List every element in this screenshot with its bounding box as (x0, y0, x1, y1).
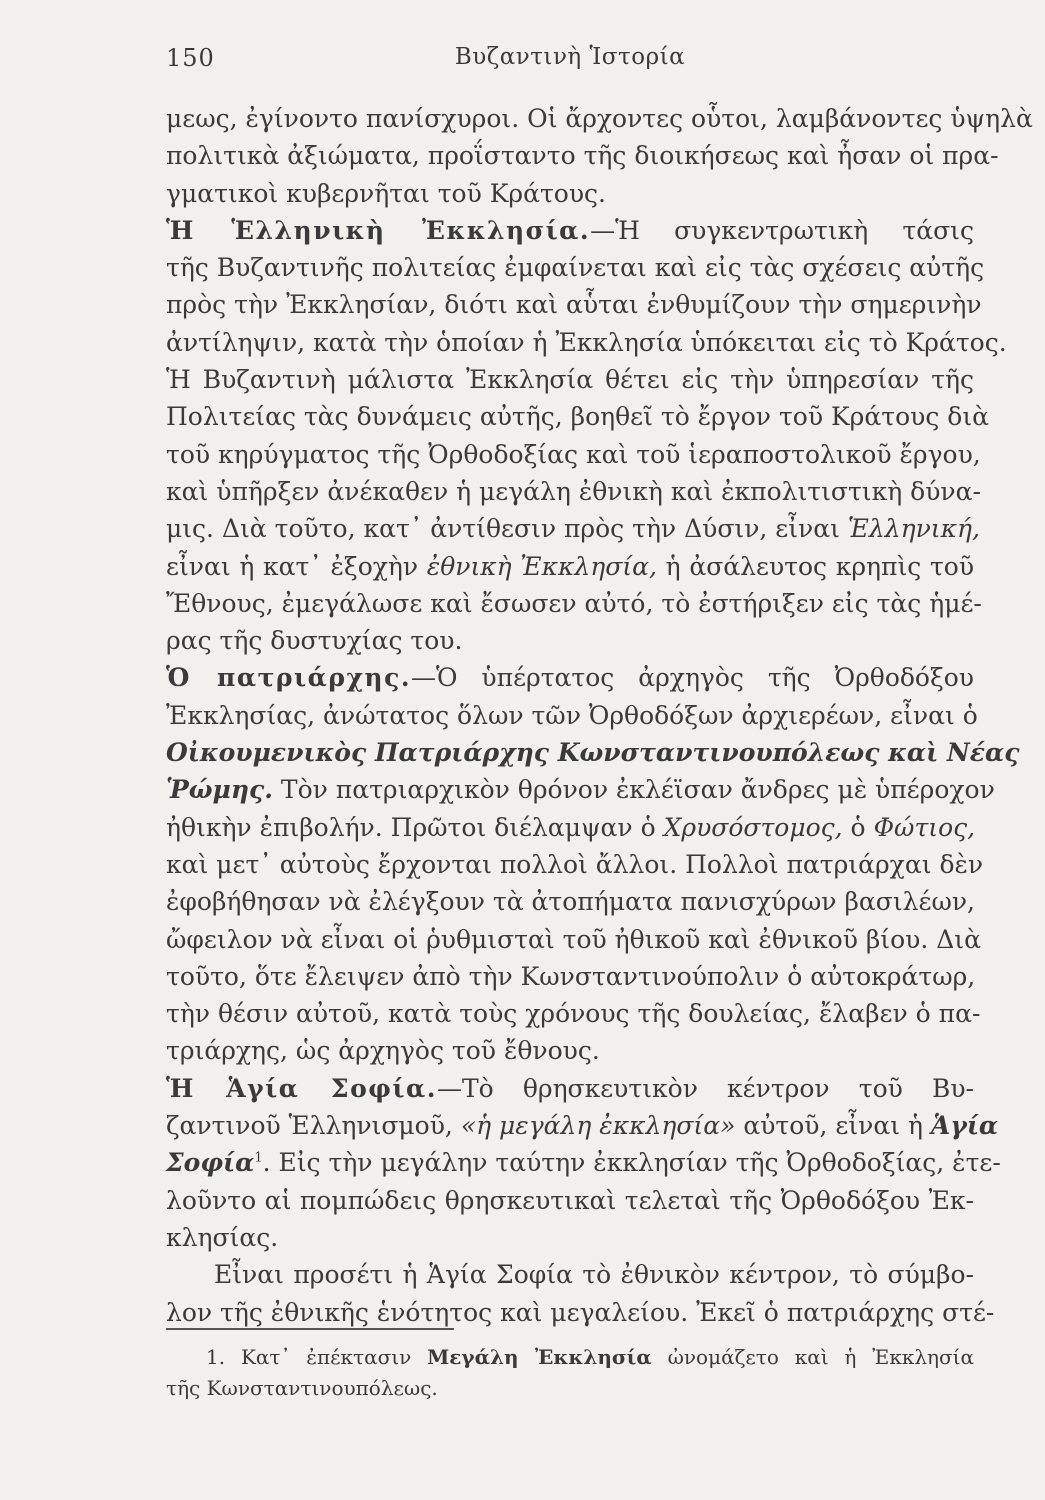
footnote-bold-term: Μεγάλη Ἐκκλησία (427, 1345, 652, 1369)
text-line: ρας τῆς δυστυχίας του. (166, 626, 463, 656)
text-line: τοῦτο, ὅτε ἔλειψεν ἀπὸ τὴν Κωνσταντινούπολιν ὁ αὐτοκράτωρ, (166, 961, 976, 991)
text-line (166, 510, 980, 547)
text-span: ἡ ἀσάλευτος κρηπὶς τοῦ (665, 551, 975, 581)
body-text (166, 100, 1033, 1331)
section-heading-line (166, 659, 974, 696)
section-heading-patriarch: Ὁ πατριάρχης. (166, 663, 412, 693)
text-span: εἶναι ἡ κατ᾿ ἐξοχὴν (166, 551, 419, 581)
footnote-line (166, 1342, 974, 1373)
footnote-rule (166, 1328, 454, 1330)
section-heading-church: Ἡ Ἑλληνικὴ Ἐκκλησία. (166, 215, 591, 245)
italic-name: Χρυσόστομος, (663, 812, 843, 842)
text-line: Ἔθνους, ἐμεγάλωσε καὶ ἔσωσεν αὐτό, τὸ ἐστήριξεν εἰς τὰς ἡμέ- (166, 588, 982, 618)
text-line: μεως, ἐγίνοντο πανίσχυροι. Οἱ ἄρχοντες οὗτοι, λαμβάνοντες ὑψηλὰ (166, 104, 1033, 133)
text-line: λοῦντο αἱ πομπώδεις θρησκευτικαὶ τελεταὶ τῆς Ὀρθοδόξου Ἐκ- (166, 1185, 974, 1215)
page-header (166, 44, 974, 84)
text-span: —Ἡ συγκεντρωτικὴ τάσις (590, 215, 974, 245)
text-line (166, 1144, 1001, 1181)
footnote (166, 1342, 974, 1404)
italic-term: ἐθνικὴ Ἐκκλησία, (426, 551, 657, 581)
text-line: καὶ ὑπῆρξεν ἀνέκαθεν ἡ μεγάλη ἐθνικὴ καὶ ἐκπολιτιστικὴ δύνα- (166, 476, 981, 506)
text-line (166, 1107, 999, 1144)
text-line: τὴν θέσιν αὐτοῦ, κατὰ τοὺς χρόνους τῆς δουλείας, ἔλαβεν ὁ πα- (166, 999, 981, 1029)
footnote-marker: 1. (206, 1345, 226, 1369)
text-line: καὶ μετ᾿ αὐτοὺς ἔρχονται πολλοὶ ἄλλοι. Πολλοὶ πατριάρχαι δὲν (166, 849, 984, 879)
text-line: πρὸς τὴν Ἐκκλησίαν, διότι καὶ αὗται ἐνθυμίζουν τὴν σημερινὴν (166, 290, 982, 320)
text-line (166, 734, 1020, 771)
text-line: ἀντίληψιν, κατὰ τὴν ὁποίαν ἡ Ἐκκλησία ὑπόκειται εἰς τὸ Κράτος. (166, 327, 1007, 357)
text-span: ἠθικὴν ἐπιβολήν. Πρῶτοι διέλαμψαν ὁ (166, 812, 656, 842)
text-span: —Τὸ θρησκευτικὸν κέντρον τοῦ Βυ- (436, 1073, 975, 1103)
text-span: —Ὁ ὑπέρτατος ἀρχηγὸς τῆς Ὀρθοδόξου (411, 663, 974, 693)
text-line: Εἶναι προσέτι ἡ Ἁγία Σοφία τὸ ἐθνικὸν κέντρον, τὸ σύμβο- (214, 1260, 974, 1290)
italic-quote: «ἡ μεγάλη ἐκκλησία» (460, 1111, 736, 1141)
text-line: ἐφοβήθησαν νὰ ἐλέγξουν τὰ ἀτοπήματα πανισχύρων βασιλέων, (166, 887, 975, 917)
text-span: ὁ (850, 812, 866, 842)
bold-italic-title: Ῥώμης. (166, 775, 273, 805)
text-line: τριάρχης, ὡς ἀρχηγὸς τοῦ ἔθνους. (166, 1036, 600, 1066)
italic-name: Φώτιος, (873, 812, 976, 842)
text-line: λον τῆς ἐθνικῆς ἑνότητος καὶ μεγαλείου. Ἐκεῖ ὁ πατριάρχης στέ- (166, 1297, 995, 1327)
text-line (166, 548, 974, 585)
text-line: Πολιτείας τὰς δυνάμεις αὐτῆς, βοηθεῖ τὸ ἔργον τοῦ Κράτους διὰ (166, 402, 989, 432)
bold-italic-title: Ἁγία (930, 1111, 999, 1141)
text-line: γματικοὶ κυβερνῆται τοῦ Κράτους. (166, 178, 607, 208)
text-span: Κατ᾿ ἐπέκτασιν (240, 1345, 412, 1369)
text-line: τοῦ κηρύγματος τῆς Ὀρθοδοξίας καὶ τοῦ ἱεραποστολικοῦ ἔργου, (166, 439, 981, 469)
text-line: Ἡ Βυζαντινὴ μάλιστα Ἐκκλησία θέτει εἰς τὴν ὑπηρεσίαν τῆς (166, 365, 974, 395)
section-heading-line (166, 1070, 974, 1107)
section-heading-hagia-sophia: Ἡ Ἁγία Σοφία. (166, 1073, 437, 1103)
footnote-line: τῆς Κωνσταντινουπόλεως. (166, 1376, 438, 1400)
section-heading-line (166, 212, 974, 249)
text-span: Τὸν πατριαρχικὸν θρόνον ἐκλέϊσαν ἄνδρες μὲ ὑπέροχον (280, 775, 995, 805)
running-title: Βυζαντινὴ Ἱστορία (454, 44, 686, 70)
bold-italic-title: Οἰκουμενικὸς Πατριάρχης Κωνσταντινουπόλεως καὶ Νέας (166, 738, 1020, 768)
footnote-ref: 1 (254, 1150, 263, 1166)
text-line: τῆς Βυζαντινῆς πολιτείας ἐμφαίνεται καὶ εἰς τὰς σχέσεις αὐτῆς (166, 253, 985, 283)
text-line: ὤφειλον νὰ εἶναι οἱ ῥυθμισταὶ τοῦ ἠθικοῦ καὶ ἐθνικοῦ βίου. Διὰ (166, 924, 981, 954)
bold-italic-title: Σοφία (166, 1148, 255, 1178)
text-line: κλησίας. (166, 1222, 279, 1252)
text-line: Ἐκκλησίας, ἀνώτατος ὅλων τῶν Ὀρθοδόξων ἀρχιερέων, εἶναι ὁ (166, 700, 978, 730)
page-number: 150 (166, 44, 215, 72)
text-span: ὠνομάζετο καὶ ἡ Ἐκκλησία (667, 1345, 974, 1369)
text-span: μις. Διὰ τοῦτο, κατ᾿ ἀντίθεσιν πρὸς τὴν Δύσιν, εἶναι (166, 514, 840, 544)
text-span: αὐτοῦ, εἶναι ἡ (743, 1111, 923, 1141)
text-line (166, 771, 995, 808)
text-span: . Εἰς τὴν μεγάλην ταύτην ἐκκλησίαν τῆς Ὀρθοδοξίας, ἐτε- (262, 1148, 1001, 1178)
text-line: πολιτικὰ ἀξιώματα, προΐσταντο τῆς διοικήσεως καὶ ἦσαν οἱ πρα- (166, 141, 999, 171)
text-span: ζαντινοῦ Ἑλληνισμοῦ, (166, 1111, 453, 1141)
italic-term: Ἑλληνική, (847, 514, 980, 544)
text-line (166, 809, 974, 846)
